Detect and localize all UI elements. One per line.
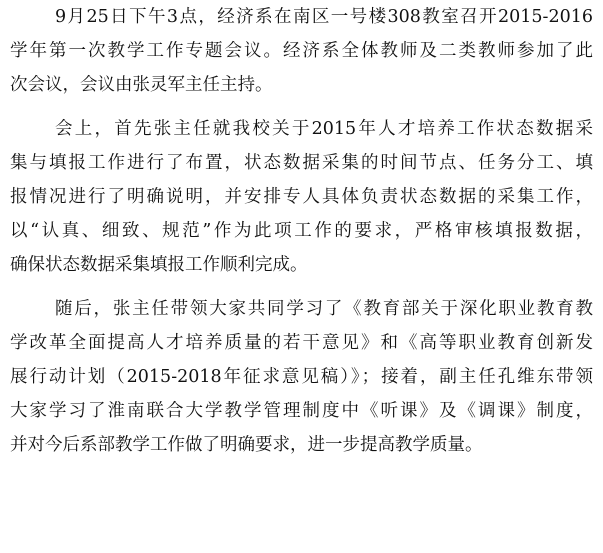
document-body xyxy=(10,0,593,472)
paragraph-study-documents xyxy=(10,292,593,462)
text-line: 并对今后系部教学工作做了明确要求，进一步提高教学质量。 xyxy=(10,435,483,455)
text-line: 大家学习了淮南联合大学教学管理制度中《听课》及《调课》制度， xyxy=(10,401,593,421)
text-line: 会上，首先张主任就我校关于2015年人才培养工作状态数据采 xyxy=(55,119,593,139)
text-line: 报情况进行了明确说明，并安排专人具体负责状态数据的采集工作， xyxy=(10,187,593,207)
paragraph-meeting-intro xyxy=(10,0,593,102)
text-line: 学改革全面提高人才培养质量的若干意见》和《高等职业教育创新发 xyxy=(10,333,593,353)
paragraph-data-collection xyxy=(10,112,593,282)
text-line: 确保状态数据采集填报工作顺利完成。 xyxy=(10,255,308,275)
text-line: 以“认真、细致、规范”作为此项工作的要求，严格审核填报数据， xyxy=(10,221,593,241)
text-line: 学年第一次教学工作专题会议。经济系全体教师及二类教师参加了此 xyxy=(10,41,593,61)
text-line: 次会议，会议由张灵军主任主持。 xyxy=(10,75,273,95)
text-line: 9月25日下午3点，经济系在南区一号楼308教室召开2015-2016 xyxy=(55,7,593,27)
text-line: 集与填报工作进行了布置，状态数据采集的时间节点、任务分工、填 xyxy=(10,153,593,173)
text-line: 展行动计划（2015-2018年征求意见稿）》；接着，副主任孔维东带领 xyxy=(10,367,593,387)
text-line: 随后，张主任带领大家共同学习了《教育部关于深化职业教育教 xyxy=(55,299,593,319)
